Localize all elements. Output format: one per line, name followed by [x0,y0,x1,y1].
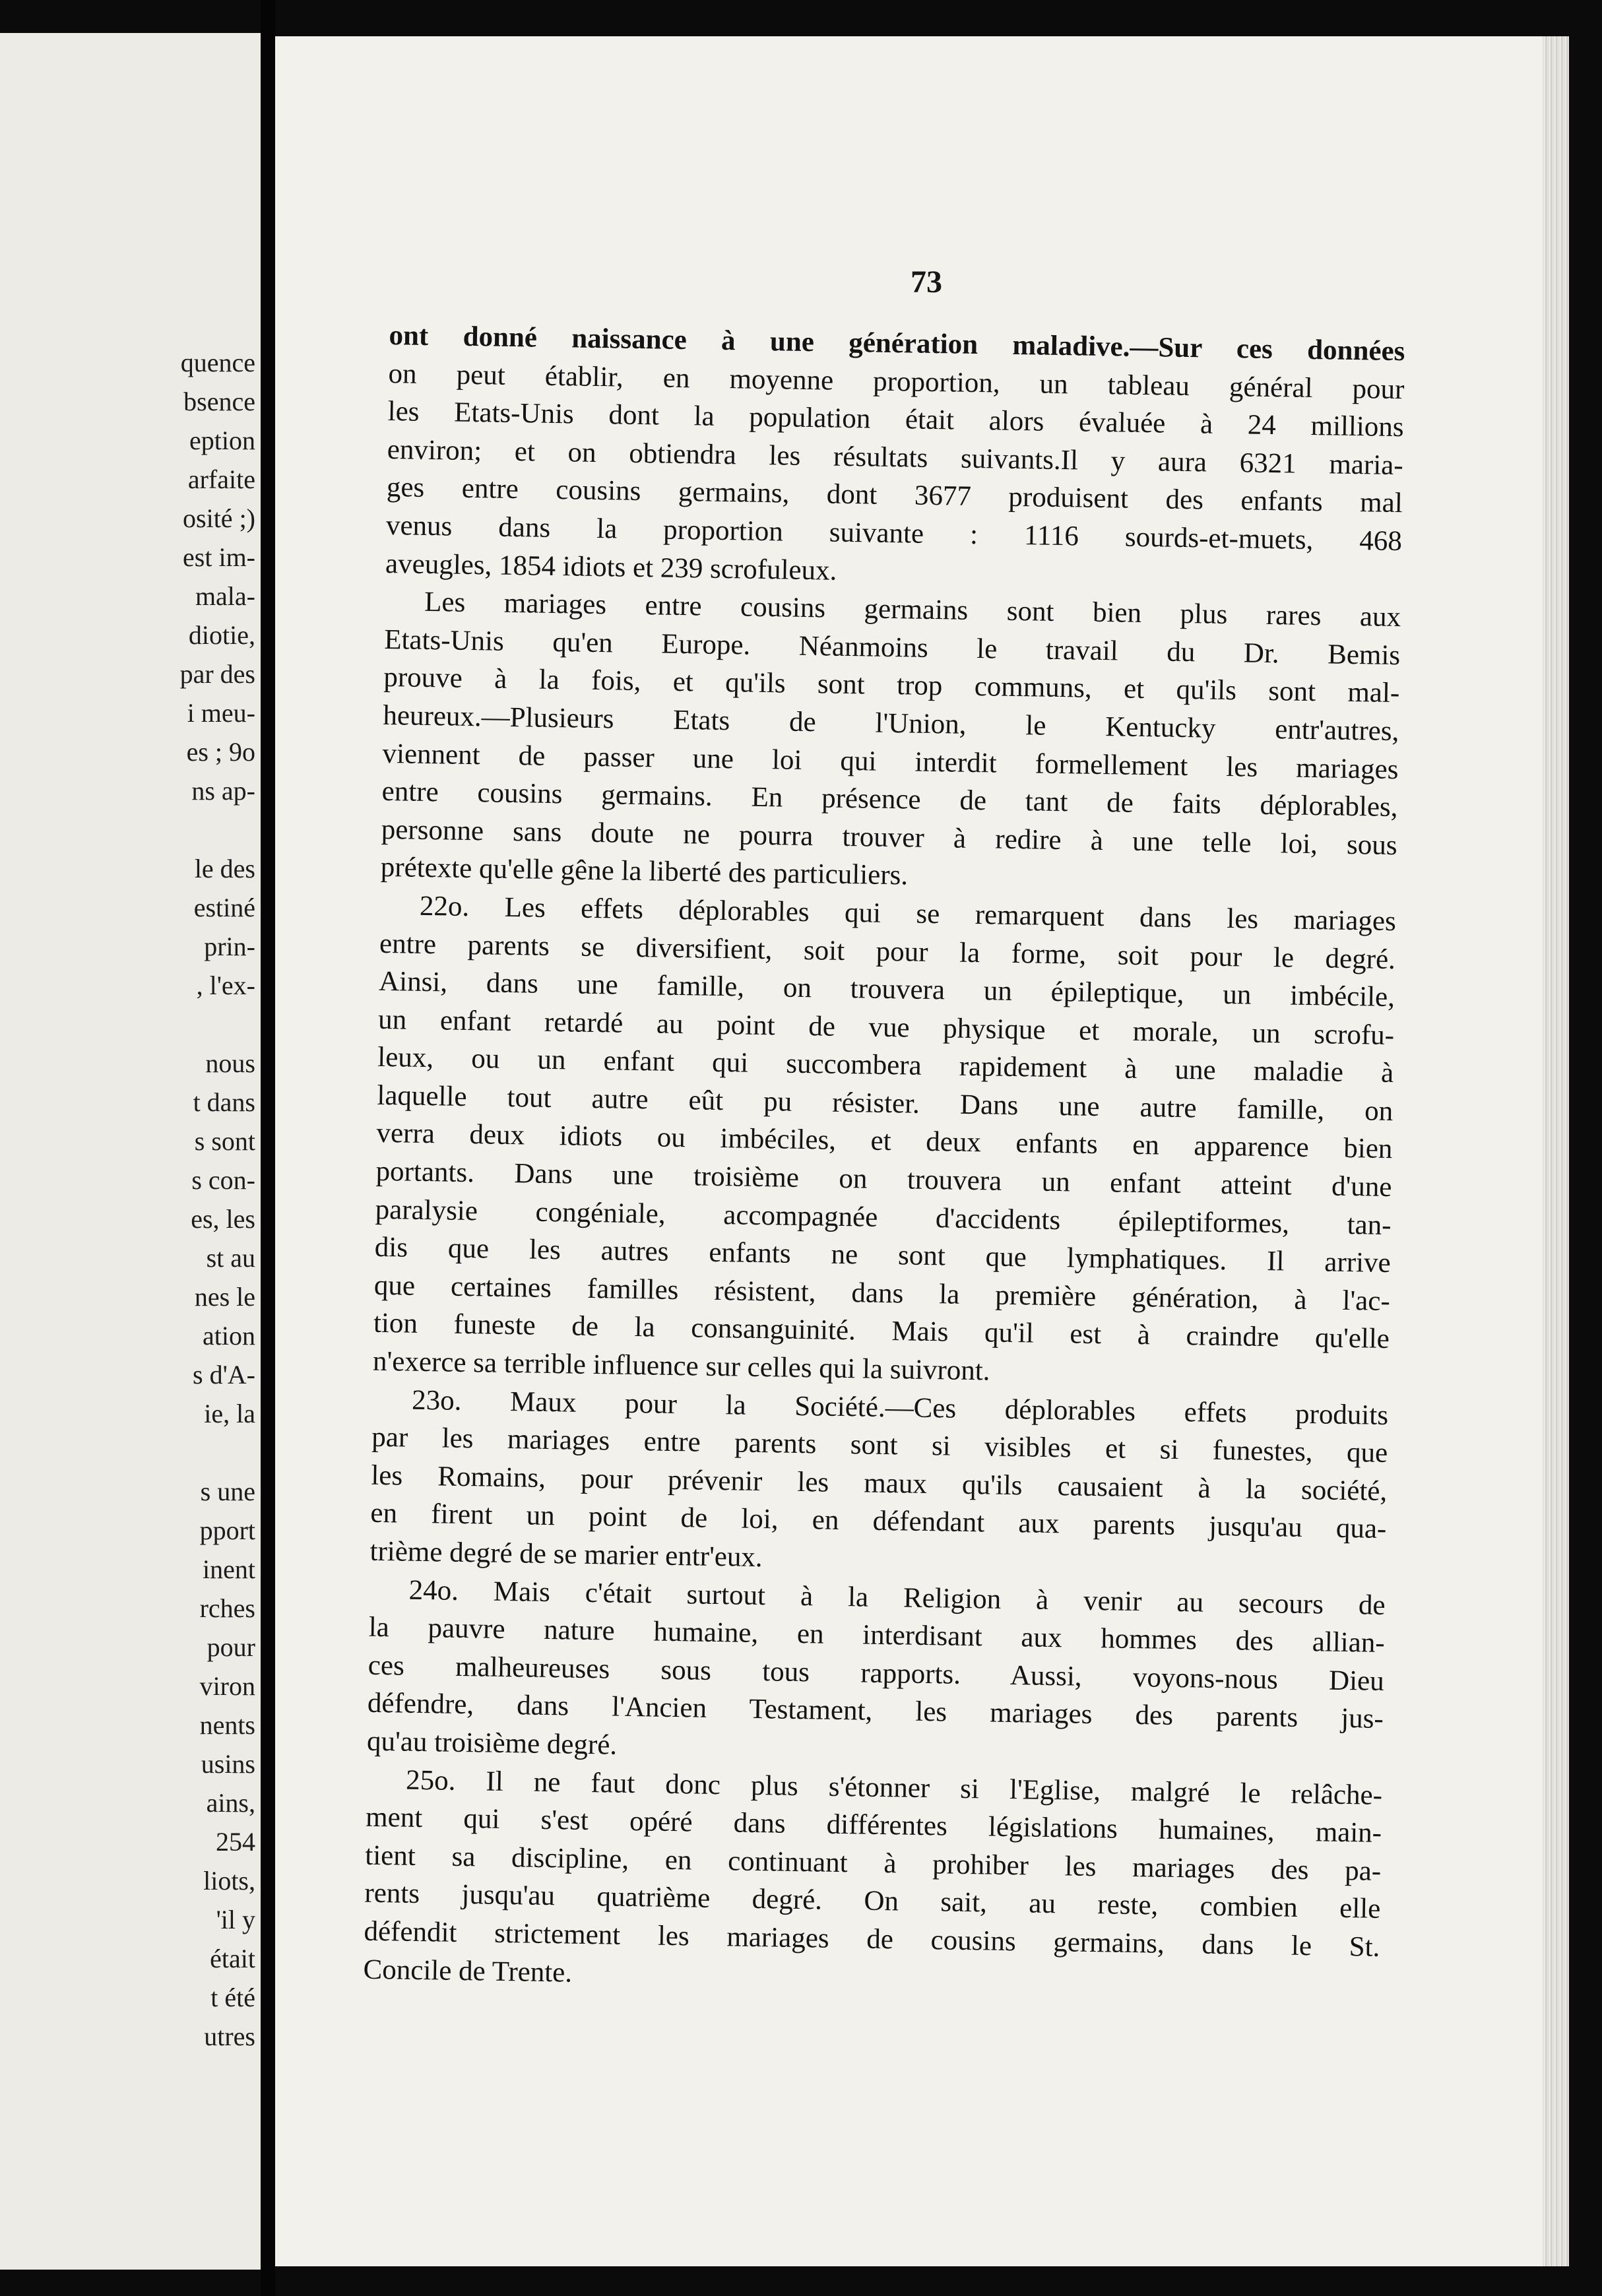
text-line: trième degré de se marier entr'eux. [369,1535,763,1574]
left-page-line: st au [206,1243,255,1273]
left-page-line: nous [205,1048,255,1078]
left-page-line: s sont [194,1126,255,1156]
text-line: n'exerce sa terrible influence sur celles qui la suivront. [372,1345,990,1387]
text-line: entre parents se diversifient, soit pour la forme, soit pour le degré. [379,928,1396,975]
left-page-line: ie, la [204,1399,255,1428]
left-page-text [5,343,255,2056]
text-line: Les mariages entre cousins germains sont bien plus rares aux [424,587,1401,633]
left-page-line: ation [203,1321,255,1351]
text-line: ges entre cousins germains, dont 3677 produisent des enfants mal [386,472,1403,519]
left-page-line: était [210,1944,255,1973]
left-page-line: quence [180,348,255,377]
text-line: Ainsi, dans une famille, on trouvera un épileptique, un imbécile, [378,965,1395,1013]
left-page-line: usins [201,1749,255,1779]
text-line: on peut établir, en moyenne proportion, un tableau général pour [388,358,1405,405]
text-line: ces malheureuses sous tous rapports. Aussi, voyons-nous Dieu [368,1649,1385,1697]
left-page-line: t dans [193,1087,255,1117]
text-line: Etats-Unis qu'en Europe. Néanmoins le travail du Dr. Bemis [383,623,1401,671]
left-page-line: mala- [195,581,255,611]
text-line: la pauvre nature humaine, en interdisant aux hommes des allian- [368,1611,1385,1659]
text-line: portants. Dans une troisième on trouvera un enfant atteint d'une [375,1155,1392,1203]
left-page-line [5,1433,255,1472]
left-page-line: viron [199,1671,255,1701]
left-page-line: ns ap- [191,776,255,806]
text-line: défendit strictement les mariages de cousins germains, dans le St. [364,1915,1380,1963]
text-line: paralysie congéniale, accompagnée d'accidents épileptiformes, tan- [375,1194,1392,1241]
left-page-line: eption [189,426,255,455]
left-page-line: es ; 9o [186,737,255,767]
text-line: 22o. Les effets déplorables qui se remarquent dans les mariages [419,890,1397,937]
text-line: viennent de passer une loi qui interdit formellement les mariages [382,738,1399,785]
text-line: Concile de Trente. [363,1954,573,1989]
text-line: 23o. Maux pour la Société.—Ces déplorables effets produits [411,1384,1389,1431]
left-page-line [5,810,255,849]
text-line: laquelle tout autre eût pu résister. Dans une autre famille, on [377,1079,1394,1127]
text-line: prétexte qu'elle gêne la liberté des particuliers. [380,852,909,891]
text-line: que certaines familles résistent, dans la première génération, à l'ac- [373,1269,1391,1317]
left-page-line: pour [207,1632,255,1662]
left-page-line: i meu- [187,698,255,728]
left-page-line: utres [204,2022,255,2051]
left-page-line: arfaite [187,464,255,494]
text-line: entre cousins germains. En présence de tant de faits déplorables, [381,776,1398,823]
left-page-line: t été [210,1983,255,2012]
left-page-line: le des [194,854,255,883]
left-page-line: , l'ex- [196,971,255,1000]
left-page-line: rches [199,1593,255,1623]
text-line: environ; et on obtiendra les résultats suivants.Il y aura 6321 maria- [387,433,1404,481]
text-line: leux, ou un enfant qui succombera rapidement à une maladie à [377,1042,1394,1089]
text-line: prouve à la fois, et qu'ils sont trop communs, et qu'ils sont mal- [383,662,1400,709]
book-gutter [261,0,275,2296]
text-line: rents jusqu'au quatrième degré. On sait, au reste, combien elle [364,1878,1381,1925]
left-page-line: par des [179,659,255,689]
text-line: défendre, dans l'Ancien Testament, les mariages des parents jus- [367,1688,1384,1735]
text-line: un enfant retardé au point de vue physique et morale, un scrofu- [377,1004,1395,1051]
text-line: par les mariages entre parents sont si visibles et si funestes, que [371,1422,1388,1469]
left-page-line: prin- [204,932,255,961]
text-line: les Romains, pour prévenir les maux qu'ils causaient à la société, [371,1459,1388,1507]
text-line: 25o. Il ne faut donc plus s'étonner si l'Eglise, malgré le relâche- [405,1764,1383,1811]
left-page-line: s d'A- [193,1360,255,1389]
left-page-line: bsence [183,387,255,416]
left-page-line: ains, [206,1788,255,1818]
text-line: venus dans la proportion suivante : 1116 sourds-et-muets, 468 [385,509,1403,558]
text-line: 24o. Mais c'était surtout à la Religion à venir au secours de [408,1574,1386,1621]
left-page-fragment [0,33,261,2270]
text-line: ont donné naissance à une génération maladive.—Sur ces données [389,319,1405,367]
text-line: aveugles, 1854 idiots et 239 scrofuleux. [385,548,837,587]
left-page-line: nes le [194,1282,255,1312]
left-page-line: s con- [191,1165,255,1195]
text-line: dis que les autres enfants ne sont que lymphatiques. Il arrive [374,1232,1392,1279]
left-page-line: 254 [216,1827,255,1857]
text-line: personne sans doute ne pourra trouver à redire à une telle loi, sous [381,813,1397,861]
left-page-line: osité ;) [183,503,255,533]
left-page-line: es, les [191,1204,255,1234]
left-page-line: inent [203,1554,255,1584]
scan-border [1569,0,1602,2296]
text-line: ment qui s'est opéré dans différentes législations humaines, main- [365,1801,1382,1849]
left-page-line: liots, [203,1866,255,1896]
text-line: qu'au troisième degré. [366,1725,618,1761]
body-text [363,317,1405,2004]
text-line: les Etats-Unis dont la population était alors évaluée à 24 millions [387,396,1404,443]
left-page-line: s une [200,1477,255,1506]
page-edge-stack [1543,36,1569,2266]
left-page-line: nents [199,1710,255,1740]
left-page-line: diotie, [188,620,255,650]
page-number: 73 [911,265,942,300]
left-page-line: 'il y [216,1905,255,1934]
left-page-line [5,1005,255,1044]
text-line: en firent un point de loi, en défendant aux parents jusqu'au qua- [370,1498,1387,1545]
text-line: tient sa discipline, en continuant à prohiber les mariages des pa- [364,1839,1382,1887]
text-line: heureux.—Plusieurs Etats de l'Union, le Kentucky entr'autres, [383,699,1399,748]
text-line: verra deux idiots ou imbéciles, et deux enfants en apparence bien [376,1118,1393,1165]
left-page-line: pport [199,1515,255,1545]
text-line: tion funeste de la consanguinité. Mais qu'il est à craindre qu'elle [373,1308,1390,1355]
left-page-line: est im- [183,542,255,572]
left-page-line: estiné [193,893,255,922]
